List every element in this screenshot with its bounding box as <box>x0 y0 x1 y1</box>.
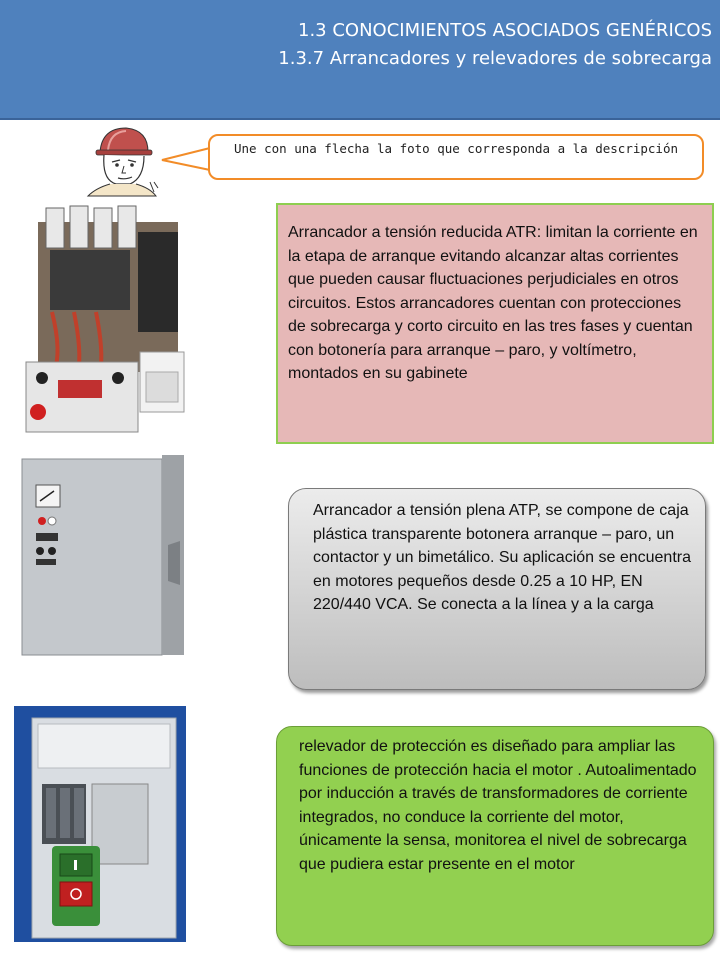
description-atr-text: Arrancador a tensión reducida ATR: limitan la corriente en la etapa de arranque evitando alcanzar altas corrientes que pueden causar fluctuaciones perjudiciales en otros circuitos. Estos arrancadores cuentan con protecciones de sobrecarga y corto circuito en las tres fases y cuentan con botonería para arranque – paro, y voltímetro, montados en su gabinete <box>288 224 698 382</box>
description-atp-text: Arrancador a tensión plena ATP, se compone de caja plástica transparente botonera arranque – paro, un contactor y un bimetálico. Su aplicación se encuentra en motores pequeños desde 0.25 a 10 HP, EN 220/440 VCA. Se conecta a la línea y a la carga <box>313 502 691 613</box>
worker-hardhat-icon <box>86 122 166 198</box>
cabinet-starter-photo[interactable] <box>20 455 186 658</box>
description-atr[interactable] <box>276 203 714 444</box>
reduced-voltage-starter-photo[interactable] <box>22 202 188 434</box>
instruction-text: Une con una flecha la foto que corresponda a la descripción <box>234 141 679 156</box>
instruction-bubble <box>208 134 704 180</box>
speech-bubble-tail-cover <box>170 146 222 176</box>
description-relay[interactable] <box>276 726 714 946</box>
description-relay-text: relevador de protección es diseñado para ampliar las funciones de protección hacia el motor . Autoalimentado por inducción a través de transformadores de corriente integrados, no conduce la corriente del motor, únicamente la sensa, monitorea el nivel de sobrecarga que pudiera estar presente en el motor <box>299 738 697 873</box>
title-banner <box>0 0 720 120</box>
page-subtitle: 1.3.7 Arrancadores y relevadores de sobrecarga <box>278 48 712 69</box>
description-atp[interactable] <box>288 488 706 690</box>
page-title: 1.3 CONOCIMIENTOS ASOCIADOS GENÉRICOS <box>298 20 712 41</box>
transparent-box-starter-photo[interactable] <box>14 706 186 942</box>
